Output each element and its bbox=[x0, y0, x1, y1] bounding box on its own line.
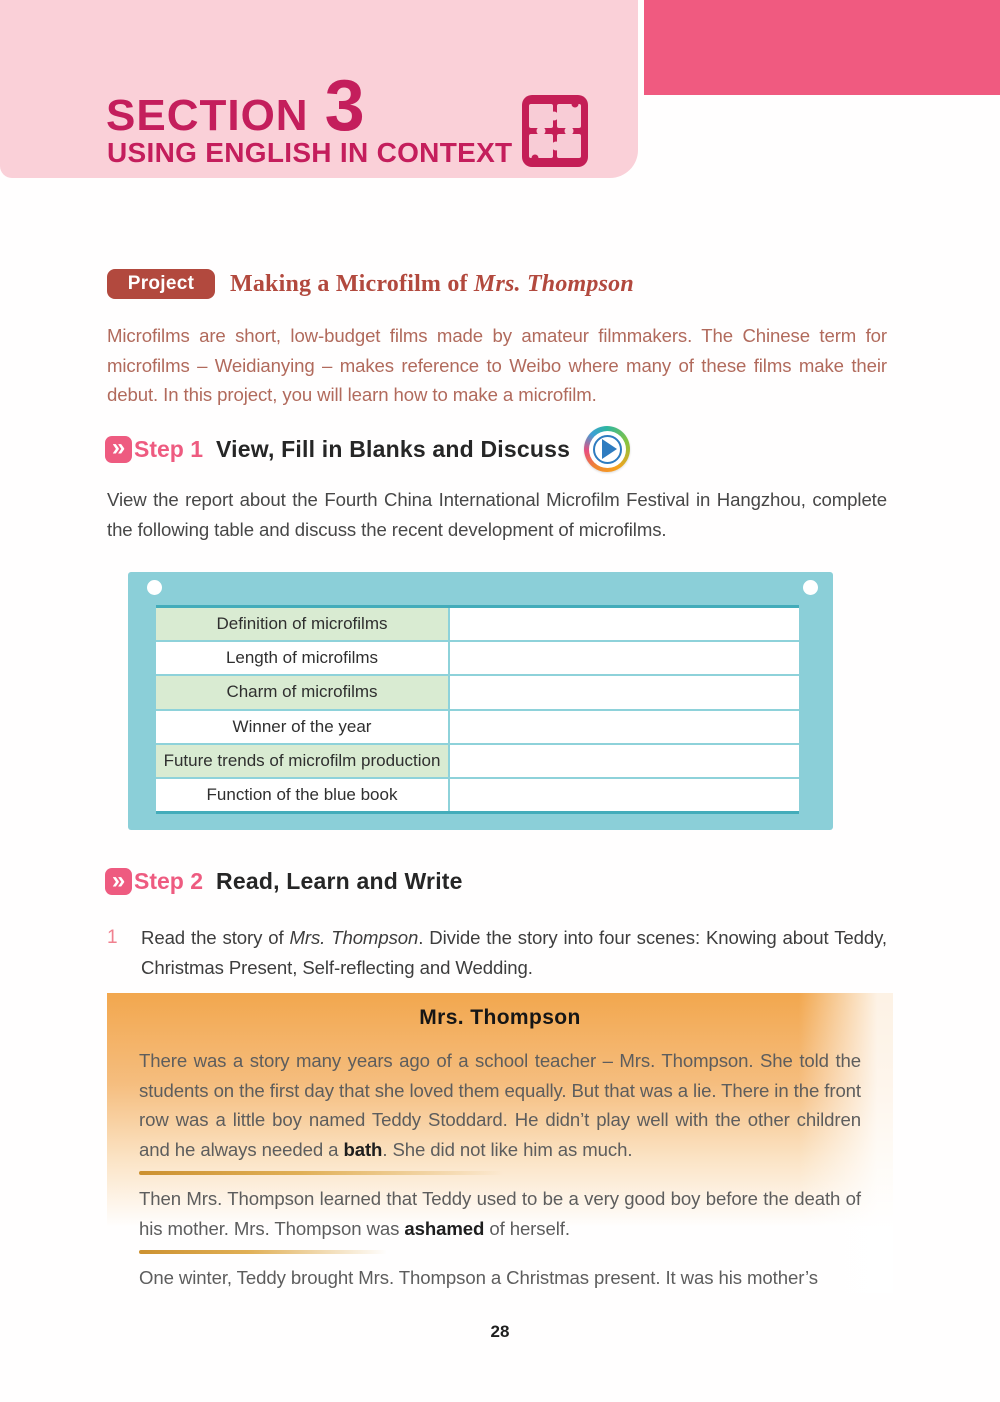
step2-label: Step 2 bbox=[134, 868, 204, 894]
story-paragraph-text: of herself. bbox=[484, 1217, 570, 1239]
step2-title: Read, Learn and Write bbox=[216, 868, 463, 894]
project-intro-paragraph: Microfilms are short, low-budget films made by amateur filmmakers. The Chinese term for microfilms – Weidianying – makes reference to Weibo where many of these films make their debut. In this project, you will learn how to make a microfilm. bbox=[107, 325, 887, 405]
story-paragraph-text: One winter, Teddy brought Mrs. Thompson a Christmas present. It was his mother’s bbox=[139, 1267, 818, 1288]
header-accent-bar bbox=[644, 0, 1000, 95]
puzzle-icon bbox=[521, 94, 589, 168]
step1-description: View the report about the Fourth China International Microfilm Festival in Hangzhou, complete the following table and discuss the recent development of microfilms. bbox=[107, 489, 887, 540]
item-text bbox=[141, 923, 887, 982]
section-number: 3 bbox=[324, 66, 365, 146]
story-paragraph bbox=[139, 1046, 861, 1164]
project-badge: Project bbox=[107, 269, 215, 299]
step-chevrons-icon: » bbox=[105, 868, 132, 895]
item-text-post: . Divide the story into four scenes: Knowing about Teddy, Christmas Present, Self-reflecting and Wedding. bbox=[141, 927, 887, 978]
item-text-italic: Mrs. Thompson bbox=[289, 927, 419, 948]
story-box bbox=[107, 993, 893, 1293]
section-heading bbox=[106, 66, 365, 146]
board-hole-right bbox=[803, 580, 818, 595]
board-hole-left bbox=[147, 580, 162, 595]
table-row bbox=[156, 745, 799, 779]
table-label-cell: Winner of the year bbox=[232, 716, 372, 736]
item-number: 1 bbox=[107, 927, 118, 948]
project-title bbox=[230, 271, 634, 298]
section-subtitle: USING ENGLISH IN CONTEXT bbox=[107, 137, 513, 168]
play-button-icon bbox=[584, 426, 630, 472]
table-row bbox=[156, 779, 799, 811]
table-label-cell: Definition of microfilms bbox=[156, 608, 448, 640]
table-row bbox=[156, 676, 799, 710]
table-value-cell bbox=[448, 779, 799, 811]
table-value-cell bbox=[448, 676, 799, 708]
story-bold-word: bath bbox=[343, 1138, 383, 1160]
table-label-cell: Function of the blue book bbox=[206, 784, 398, 804]
story-title: Mrs. Thompson bbox=[419, 1006, 581, 1029]
step-chevrons-icon: » bbox=[105, 436, 132, 463]
table-row bbox=[156, 608, 799, 642]
project-title-text: Making a Microfilm of bbox=[230, 270, 474, 297]
project-title-italic: Mrs. Thompson bbox=[473, 270, 634, 297]
table-value-cell bbox=[448, 745, 799, 777]
table-row bbox=[156, 642, 799, 676]
story-paragraph-text: Then Mrs. Thompson learned that Teddy used to be a very good boy before the death of his mother. Mrs. Thompson was bbox=[139, 1188, 861, 1239]
story-paragraph bbox=[139, 1184, 861, 1243]
section-label: SECTION bbox=[106, 91, 309, 140]
story-paragraph-text: There was a story many years ago of a school teacher – Mrs. Thompson. She told the students on the first day that she loved them equally. But that was a lie. There in the front row was a little boy named Teddy Stoddard. He didn’t play well with the other children and he always needed a bbox=[139, 1050, 861, 1160]
story-paragraph bbox=[139, 1263, 861, 1293]
gradient-divider bbox=[139, 1171, 594, 1175]
story-bold-word: ashamed bbox=[404, 1217, 485, 1239]
story-paragraph-text: . She did not like him as much. bbox=[382, 1138, 633, 1160]
table-value-cell bbox=[448, 711, 799, 743]
fill-in-table-board bbox=[128, 572, 833, 830]
step1-heading bbox=[105, 426, 630, 472]
project-heading bbox=[107, 269, 634, 299]
table-value-cell bbox=[448, 608, 799, 640]
gradient-divider bbox=[139, 1250, 449, 1254]
step1-title: View, Fill in Blanks and Discuss bbox=[216, 435, 571, 462]
item-text-pre: Read the story of bbox=[141, 927, 290, 948]
play-icon-triangle bbox=[602, 439, 617, 459]
numbered-instruction-item bbox=[107, 923, 887, 982]
fill-in-table bbox=[156, 605, 799, 814]
step2-heading bbox=[105, 868, 463, 895]
table-label-cell: Future trends of microfilm production bbox=[156, 745, 448, 777]
step1-label: Step 1 bbox=[134, 435, 204, 462]
table-label-cell: Length of microfilms bbox=[225, 648, 379, 668]
table-label-cell: Charm of microfilms bbox=[156, 676, 448, 708]
table-value-cell bbox=[448, 642, 799, 674]
page-number: 28 bbox=[490, 1322, 510, 1341]
table-row bbox=[156, 711, 799, 745]
